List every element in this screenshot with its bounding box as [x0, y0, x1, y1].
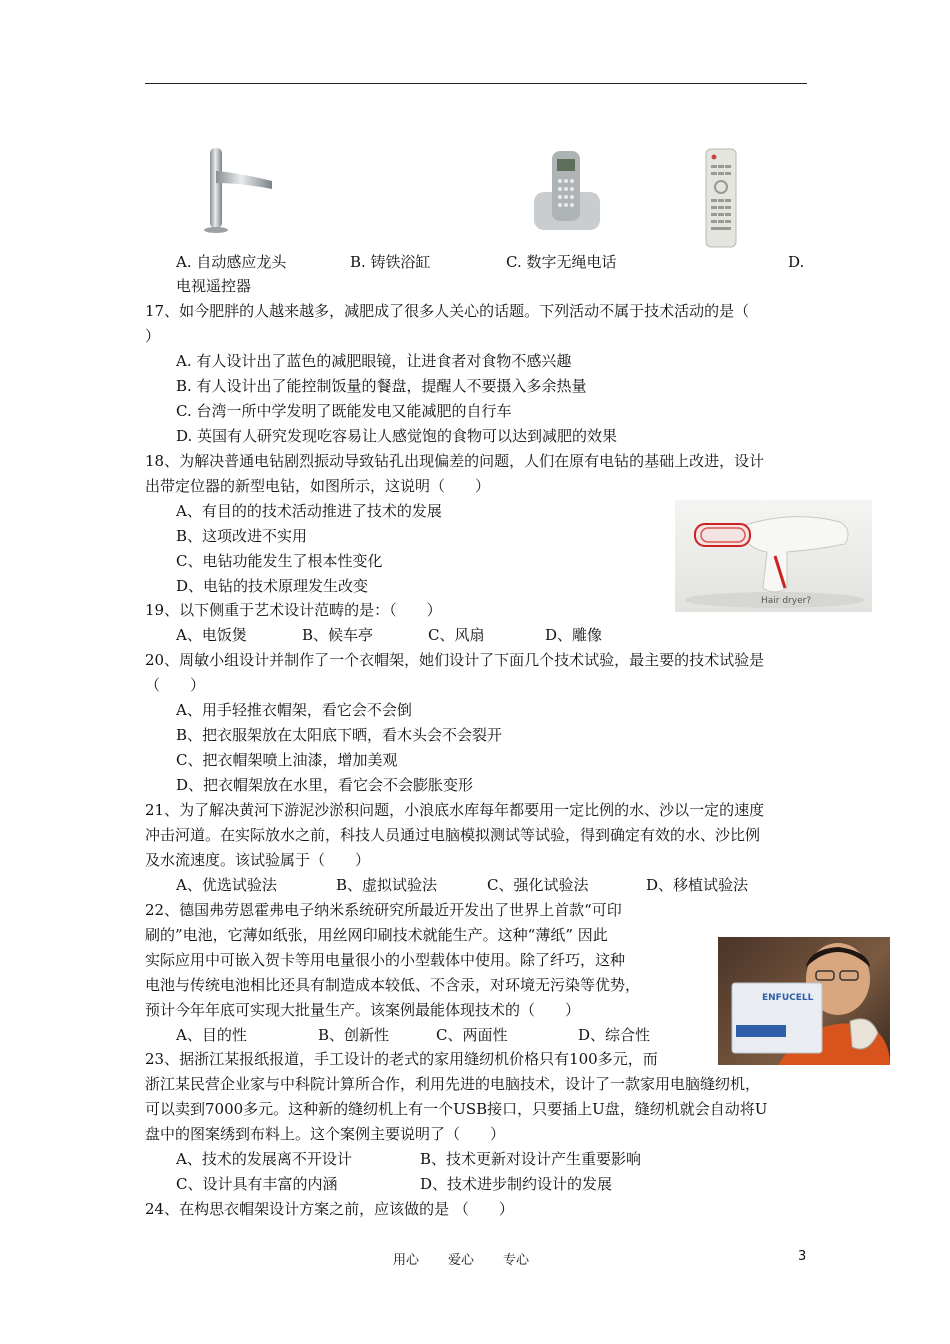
q21-option-b: B、虚拟试验法 — [336, 876, 438, 894]
q22-stem-line2: 刷的”电池，它薄如纸张，用丝网印刷技术就能生产。这种“薄纸” 因此 — [145, 926, 608, 944]
footer-motto-1: 用心 — [393, 1253, 420, 1268]
q19-option-a: A、电饭煲 — [176, 626, 247, 644]
q17-option-d: D. 英国有人研究发现吃容易让人感觉饱的食物可以达到减肥的效果 — [176, 427, 618, 445]
q21-stem-line2: 冲击河道。在实际放水之前，科技人员通过电脑模拟测试等试验，得到确定有效的水、沙比例 — [145, 826, 761, 844]
q22-option-b: B、创新性 — [318, 1026, 390, 1044]
q16-option-b: B. 铸铁浴缸 — [350, 253, 431, 271]
q16-option-a: A. 自动感应龙头 — [176, 253, 287, 271]
q17-option-c: C. 台湾一所中学发明了既能发电又能减肥的自行车 — [176, 402, 512, 420]
q19-stem: 19、以下侧重于艺术设计范畴的是：（ ） — [145, 601, 442, 619]
q22-stem-line3: 实际应用中可嵌入贺卡等用电量很小的小型载体中使用。除了纤巧，这种 — [145, 951, 626, 969]
q23-option-c: C、设计具有丰富的内涵 — [176, 1175, 338, 1193]
header-rule — [145, 83, 807, 84]
q19-option-b: B、候车亭 — [302, 626, 374, 644]
q23-stem-line1: 23、据浙江某报纸报道，手工设计的老式的家用缝纫机价格只有100多元，而 — [145, 1050, 658, 1068]
q23-option-b: B、技术更新对设计产生重要影响 — [420, 1150, 642, 1168]
q24-stem: 24、在构思衣帽架设计方案之前，应该做的是 （ ） — [145, 1200, 514, 1218]
q16-option-d: D. — [788, 253, 805, 271]
q20-option-a: A、用手轻推衣帽架，看它会不会倒 — [176, 701, 412, 719]
q18-stem-line2: 出带定位器的新型电钻，如图所示，这说明（ ） — [145, 477, 491, 495]
q20-stem-line1: 20、周敏小组设计并制作了一个衣帽架，她们设计了下面几个技术试验，最主要的技术试验是 — [145, 651, 765, 669]
q17-stem-line2: ） — [145, 327, 161, 345]
q18-option-d: D、电钻的技术原理发生改变 — [176, 577, 369, 595]
q22-option-c: C、两面性 — [436, 1026, 508, 1044]
battery-label: ENFUCELL — [762, 993, 814, 1003]
q21-stem-line1: 21、为了解决黄河下游泥沙淤积问题，小浪底水库每年都要用一定比例的水、沙以一定的速度 — [145, 801, 765, 819]
q18-option-a: A、有目的的技术活动推进了技术的发展 — [176, 502, 442, 520]
q19-option-c: C、风扇 — [428, 626, 485, 644]
q20-stem-line2: （ ） — [145, 676, 206, 694]
q23-stem-line2: 浙江某民营企业家与中科院计算所合作，利用先进的电脑技术，设计了一款家用电脑缝纫机， — [145, 1075, 761, 1093]
q21-stem-line3: 及水流速度。该试验属于（ ） — [145, 851, 371, 869]
drill-image-caption: Hair dryer? — [761, 596, 812, 606]
q21-option-c: C、强化试验法 — [487, 876, 589, 894]
remote-control-image — [704, 147, 738, 249]
q23-option-d: D、技术进步制约设计的发展 — [420, 1175, 613, 1193]
q16-option-c: C. 数字无绳电话 — [506, 253, 617, 271]
q21-option-a: A、优选试验法 — [176, 876, 277, 894]
q23-option-a: A、技术的发展离不开设计 — [176, 1150, 352, 1168]
q23-stem-line3: 可以卖到7000多元。这种新的缝纫机上有一个USB接口，只要插上U盘，缝纫机就会自动将U — [145, 1100, 768, 1118]
cordless-phone-image — [532, 147, 602, 233]
footer-motto-3: 专心 — [503, 1253, 530, 1268]
q18-option-c: C、电钻功能发生了根本性变化 — [176, 552, 383, 570]
q20-option-d: D、把衣帽架放在水里，看它会不会膨胀变形 — [176, 776, 474, 794]
q22-stem-line4: 电池与传统电池相比还具有制造成本较低、不含汞，对环境无污染等优势， — [145, 976, 641, 994]
drill-image — [675, 500, 872, 612]
faucet-image — [200, 143, 280, 235]
q22-stem-line1: 22、德国弗劳恩霍弗电子纳米系统研究所最近开发出了世界上首款“可印 — [145, 901, 622, 919]
q17-option-a: A. 有人设计出了蓝色的减肥眼镜，让进食者对食物不感兴趣 — [176, 352, 572, 370]
q18-option-b: B、这项改进不实用 — [176, 527, 308, 545]
q22-option-a: A、目的性 — [176, 1026, 247, 1044]
q16-option-d-text: 电视遥控器 — [176, 277, 252, 295]
q20-option-b: B、把衣服架放在太阳底下晒，看木头会不会裂开 — [176, 726, 503, 744]
page-number: 3 — [798, 1249, 807, 1264]
q21-option-d: D、移植试验法 — [646, 876, 749, 894]
q17-option-b: B. 有人设计出了能控制饭量的餐盘，提醒人不要摄入多余热量 — [176, 377, 587, 395]
paper-battery-photo — [718, 937, 890, 1065]
q22-stem-line5: 预计今年年底可实现大批量生产。该案例最能体现技术的（ ） — [145, 1001, 581, 1019]
q17-stem-line1: 17、如今肥胖的人越来越多，减肥成了很多人关心的话题。下列活动不属于技术活动的是（ — [145, 302, 750, 320]
q23-stem-line4: 盘中的图案绣到布料上。这个案例主要说明了（ ） — [145, 1125, 506, 1143]
q19-option-d: D、雕像 — [545, 626, 603, 644]
q22-option-d: D、综合性 — [578, 1026, 651, 1044]
q18-stem-line1: 18、为解决普通电钻剧烈振动导致钻孔出现偏差的问题，人们在原有电钻的基础上改进，设计 — [145, 452, 765, 470]
q20-option-c: C、把衣帽架喷上油漆，增加美观 — [176, 751, 398, 769]
footer-motto-2: 爱心 — [448, 1253, 475, 1268]
